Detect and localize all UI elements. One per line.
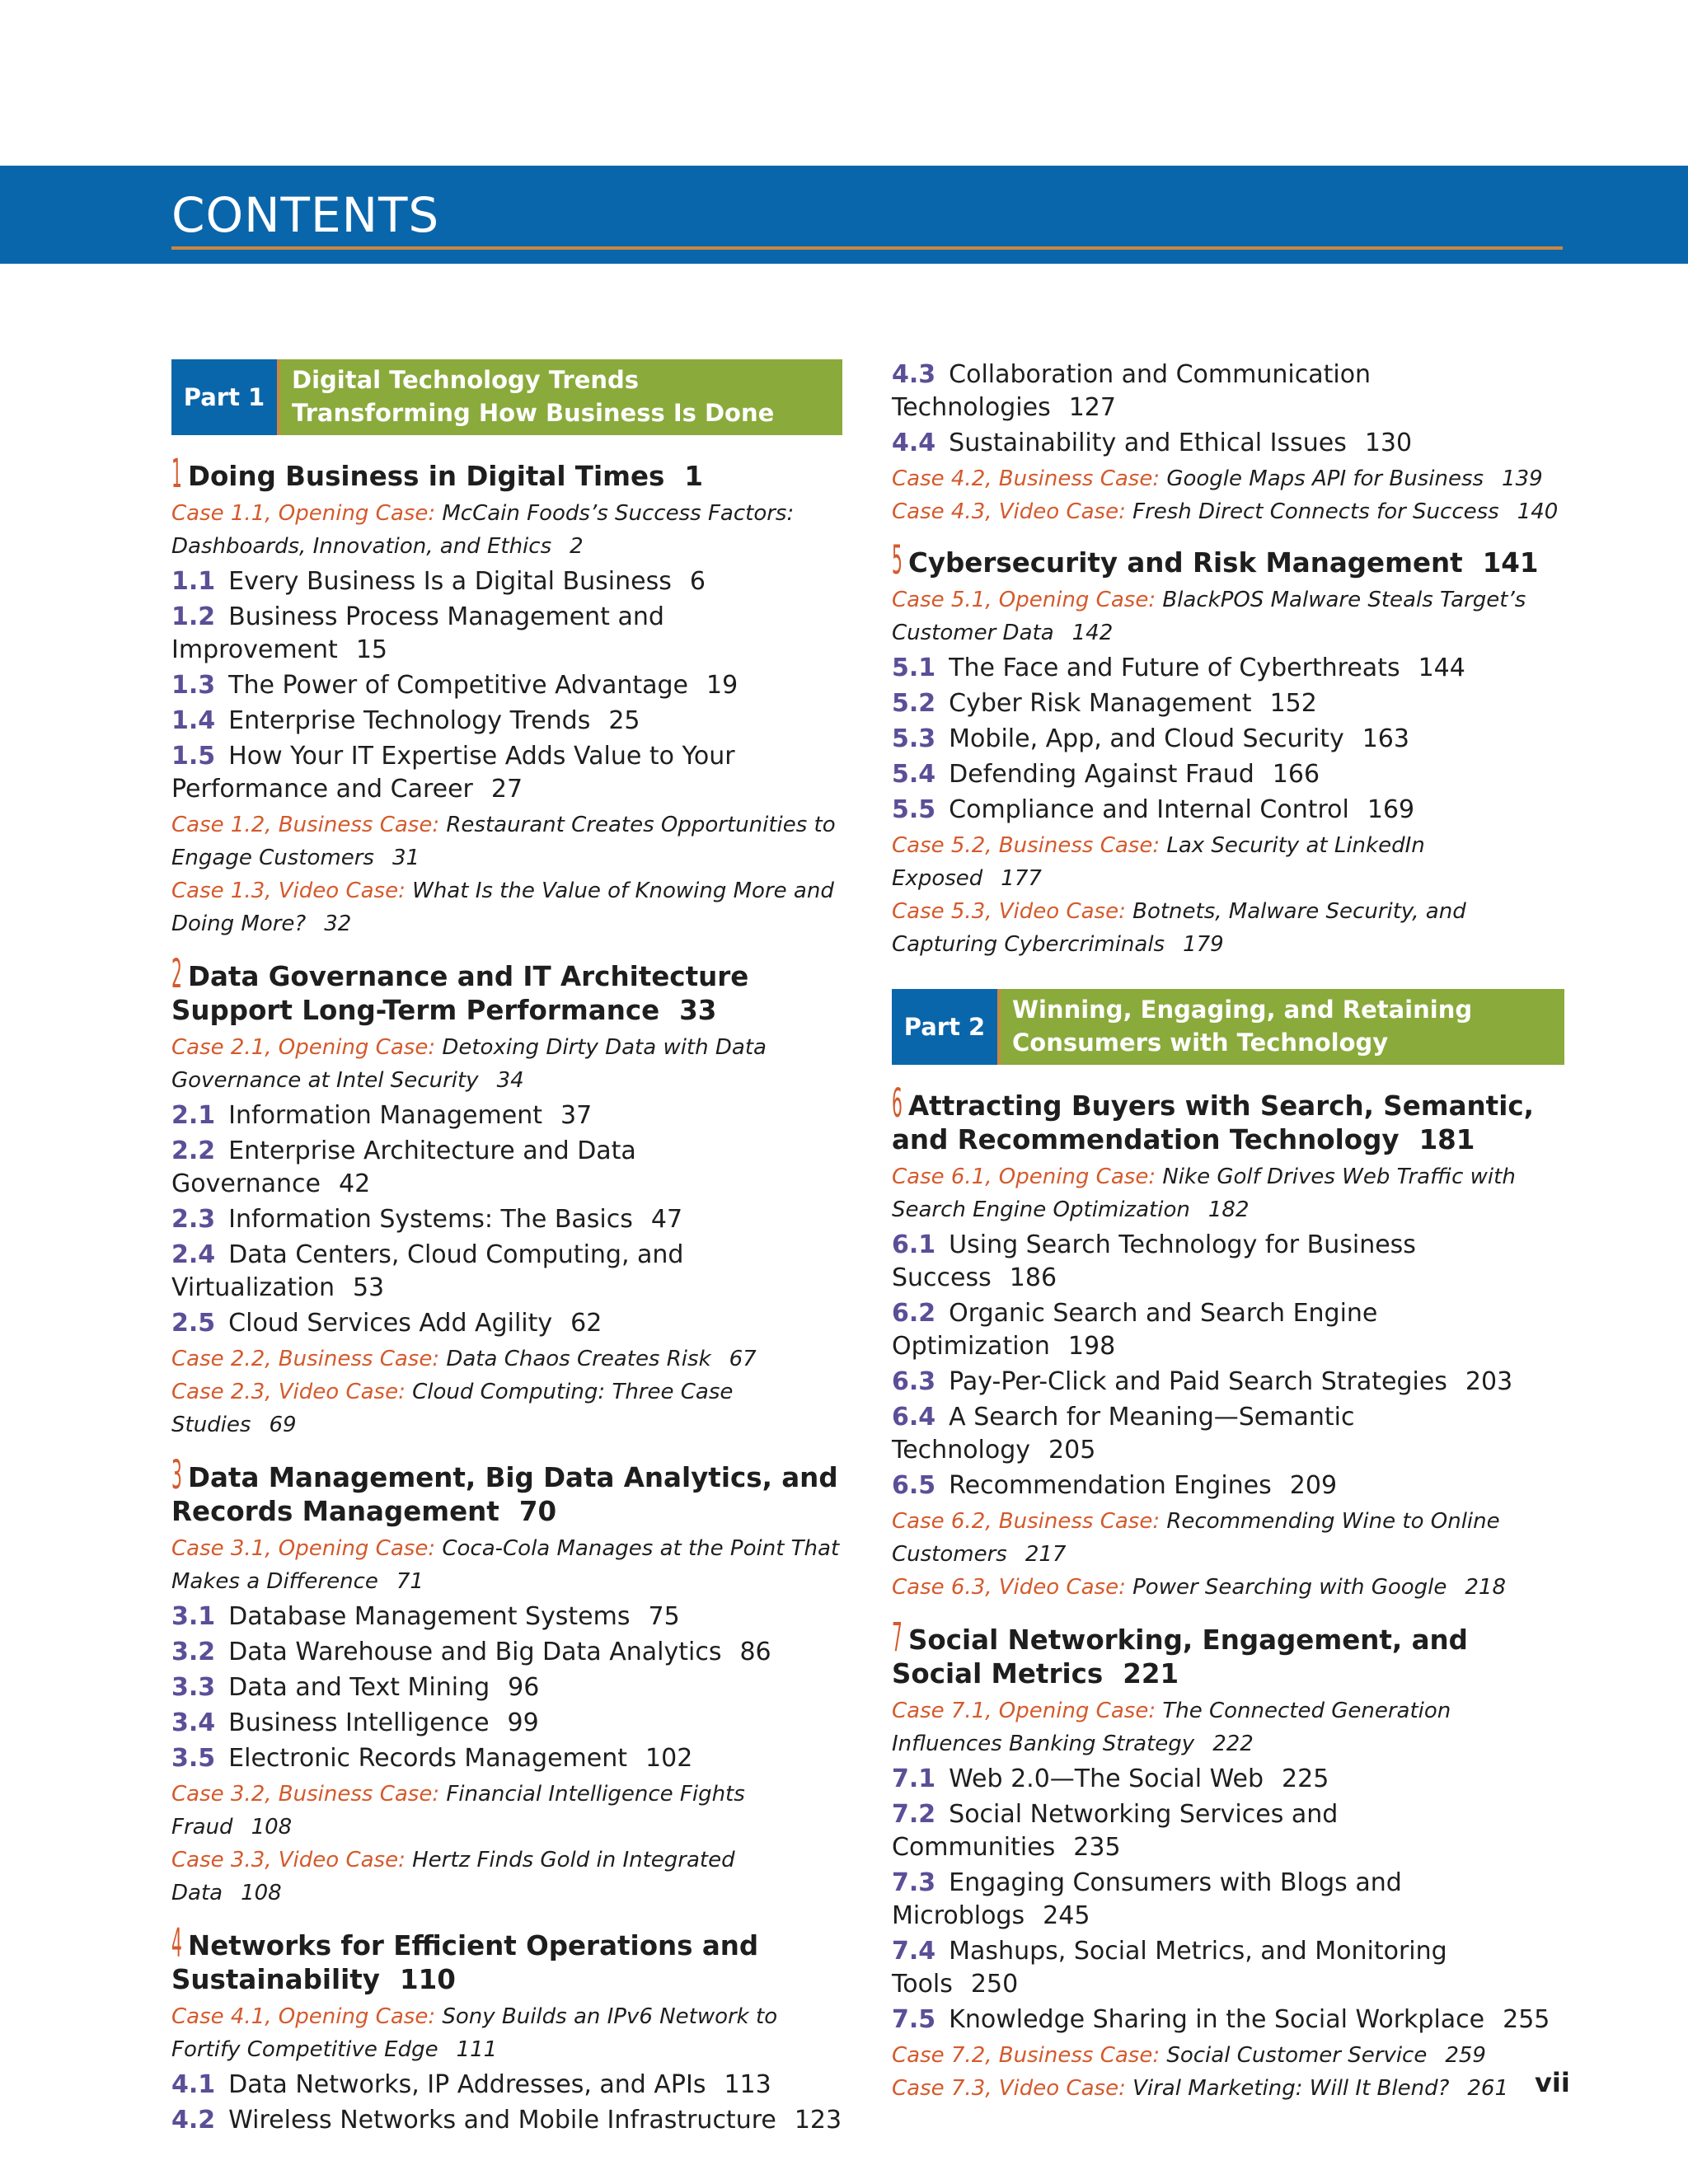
section-page: 203 — [1465, 1367, 1513, 1396]
section-page: 130 — [1364, 429, 1413, 457]
section-entry — [171, 1203, 842, 1236]
section-title: Business Intelligence — [228, 1708, 490, 1737]
section-number: 4.4 — [892, 429, 936, 457]
section-number: 1.2 — [171, 602, 216, 631]
case-page: 67 — [729, 1347, 757, 1371]
case-page: 34 — [496, 1068, 524, 1093]
section-entry — [892, 427, 1564, 460]
section-entry — [892, 1935, 1564, 2001]
case-title: Google Maps API for Business — [1166, 466, 1484, 491]
section-entry — [892, 1798, 1564, 1864]
section-page: 245 — [1043, 1901, 1090, 1930]
case-title: The Connected Generation Influences Banking Strategy — [892, 1699, 1451, 1756]
section-number: 3.2 — [171, 1638, 216, 1666]
case-label: Case 1.1, Opening Case: — [171, 501, 436, 526]
case-page: 218 — [1465, 1575, 1507, 1600]
section-entry — [171, 565, 842, 598]
case-page: 108 — [251, 1815, 293, 1840]
case-label: Case 4.1, Opening Case: — [171, 2004, 436, 2029]
section-entry — [171, 740, 842, 806]
section-title: Cyber Risk Management — [949, 689, 1252, 718]
case-label: Case 5.1, Opening Case: — [892, 588, 1156, 612]
section-page: 15 — [355, 635, 387, 664]
case-title: Social Customer Service — [1166, 2043, 1428, 2068]
section-page: 96 — [508, 1673, 540, 1702]
section-number: 3.3 — [171, 1673, 216, 1702]
case-entry — [892, 2072, 1564, 2105]
section-number: 1.4 — [171, 706, 216, 735]
section-page: 37 — [560, 1101, 593, 1130]
chapter-block — [171, 1452, 842, 1910]
section-title: Mobile, App, and Cloud Security — [949, 724, 1344, 753]
case-entry — [892, 583, 1564, 649]
section-entry — [892, 2004, 1564, 2036]
case-entry — [171, 1778, 842, 1844]
case-label: Case 6.3, Video Case: — [892, 1575, 1126, 1600]
case-entry — [892, 1505, 1564, 1571]
header-rule — [171, 246, 1563, 250]
continued-entries — [892, 359, 1564, 528]
section-number: 1.3 — [171, 671, 216, 700]
chapter-page: 33 — [679, 995, 717, 1026]
chapter-page: 70 — [518, 1496, 557, 1527]
section-number: 3.1 — [171, 1602, 216, 1631]
chapter-heading — [892, 1615, 1564, 1691]
case-page: 182 — [1207, 1197, 1250, 1222]
chapter-heading — [171, 1452, 842, 1529]
section-number: 4.3 — [892, 360, 936, 389]
section-entry — [171, 1239, 842, 1305]
section-entry — [892, 687, 1564, 720]
case-page: 69 — [269, 1413, 297, 1437]
chapter-page: 141 — [1482, 547, 1539, 579]
section-page: 27 — [490, 775, 523, 804]
case-title: Nike Golf Drives Web Traffic with Search Engine Optimization — [892, 1165, 1516, 1222]
case-label: Case 3.3, Video Case: — [171, 1848, 406, 1872]
section-number: 3.4 — [171, 1708, 216, 1737]
section-entry — [892, 723, 1564, 756]
section-title: Organic Search and Search Engine Optimization — [892, 1299, 1378, 1361]
section-page: 25 — [608, 706, 640, 735]
section-number: 2.3 — [171, 1205, 216, 1234]
section-page: 250 — [970, 1970, 1019, 1999]
page-number: vii — [1535, 2067, 1570, 2098]
section-entry — [171, 705, 842, 738]
section-title: Data Networks, IP Addresses, and APIs — [228, 2070, 706, 2099]
section-page: 198 — [1067, 1332, 1116, 1361]
section-number: 1.5 — [171, 742, 216, 771]
case-page: 217 — [1025, 1542, 1067, 1567]
section-page: 209 — [1289, 1471, 1338, 1500]
case-title: Lax Security at LinkedIn Exposed — [892, 833, 1425, 891]
case-title: Restaurant Creates Opportunities to Engage Customers — [171, 813, 836, 870]
chapter-page: 110 — [399, 1964, 456, 1995]
chapter-block — [892, 537, 1564, 961]
case-entry — [892, 1160, 1564, 1226]
section-number: 5.5 — [892, 795, 936, 824]
case-label: Case 2.3, Video Case: — [171, 1380, 406, 1404]
section-entry — [171, 1742, 842, 1775]
case-page: 261 — [1467, 2076, 1509, 2101]
case-label: Case 7.3, Video Case: — [892, 2076, 1126, 2101]
chapter-title: Data Management, Big Data Analytics, and Records Management — [171, 1462, 838, 1527]
section-page: 225 — [1282, 1765, 1329, 1793]
case-title: Cloud Computing: Three Case Studies — [171, 1380, 734, 1437]
case-label: Case 2.1, Opening Case: — [171, 1035, 436, 1060]
section-title: Database Management Systems — [228, 1602, 631, 1631]
case-label: Case 4.2, Business Case: — [892, 466, 1160, 491]
section-page: 86 — [739, 1638, 771, 1666]
section-entry — [892, 1401, 1564, 1467]
part-title: Digital Technology Trends Transforming How Business Is Done — [280, 359, 842, 435]
section-title: Wireless Networks and Mobile Infrastructure — [228, 2106, 776, 2135]
case-page: 108 — [241, 1881, 282, 1905]
chapter-number: 3 — [171, 1452, 182, 1498]
case-entry — [171, 1031, 842, 1097]
case-title: Recommending Wine to Online Customers — [892, 1509, 1500, 1567]
case-label: Case 5.2, Business Case: — [892, 833, 1160, 858]
case-page: 31 — [392, 846, 420, 870]
section-title: Web 2.0—The Social Web — [949, 1765, 1264, 1793]
chapter-heading — [892, 537, 1564, 583]
case-entry — [892, 2039, 1564, 2072]
section-page: 53 — [352, 1273, 385, 1302]
section-entry — [892, 1229, 1564, 1295]
section-entry — [171, 1135, 842, 1201]
section-entry — [171, 1707, 842, 1740]
case-page: 111 — [456, 2037, 498, 2062]
section-title: Pay-Per-Click and Paid Search Strategies — [949, 1367, 1447, 1396]
section-page: 42 — [338, 1169, 371, 1198]
section-title: Using Search Technology for Business Success — [892, 1230, 1416, 1292]
case-title: Botnets, Malware Security, and Capturing Cybercriminals — [892, 899, 1466, 957]
section-entry — [171, 669, 842, 702]
case-page: 259 — [1445, 2043, 1486, 2068]
section-number: 7.2 — [892, 1800, 936, 1829]
section-title: Knowledge Sharing in the Social Workplace — [949, 2005, 1485, 2034]
section-number: 7.3 — [892, 1868, 936, 1897]
section-page: 62 — [570, 1309, 603, 1338]
section-page: 205 — [1048, 1436, 1096, 1465]
chapter-number: 1 — [171, 451, 182, 497]
section-entry — [892, 1469, 1564, 1502]
case-page: 139 — [1502, 466, 1543, 491]
chapter-number: 4 — [171, 1920, 182, 1966]
section-title: Data Centers, Cloud Computing, and Virtualization — [171, 1240, 684, 1302]
case-label: Case 4.3, Video Case: — [892, 499, 1126, 524]
chapter-block — [171, 951, 842, 1441]
section-page: 102 — [645, 1744, 693, 1773]
case-title: Coca-Cola Manages at the Point That Makes a Difference — [171, 1536, 840, 1594]
case-title: Detoxing Dirty Data with Data Governance at Intel Security — [171, 1035, 767, 1093]
section-entry — [892, 1867, 1564, 1933]
case-label: Case 3.2, Business Case: — [171, 1782, 440, 1807]
part-banner — [892, 989, 1564, 1065]
chapter-block — [892, 1080, 1564, 1604]
section-page: 186 — [1009, 1263, 1057, 1292]
section-number: 6.3 — [892, 1367, 936, 1396]
section-page: 144 — [1418, 654, 1465, 682]
case-entry — [892, 495, 1564, 528]
chapter-title: Attracting Buyers with Search, Semantic, and Recommendation Technology — [892, 1090, 1534, 1155]
section-title: Engaging Consumers with Blogs and Microblogs — [892, 1868, 1402, 1930]
section-title: A Search for Meaning—Semantic Technology — [892, 1403, 1355, 1465]
section-number: 7.5 — [892, 2005, 936, 2034]
case-entry — [171, 874, 842, 940]
case-entry — [892, 829, 1564, 895]
section-entry — [171, 601, 842, 667]
section-page: 235 — [1073, 1833, 1121, 1862]
section-title: Compliance and Internal Control — [949, 795, 1349, 824]
case-label: Case 7.1, Opening Case: — [892, 1699, 1156, 1723]
section-title: Every Business Is a Digital Business — [228, 567, 672, 596]
chapter-block — [171, 1920, 842, 2137]
section-number: 5.2 — [892, 689, 936, 718]
section-title: Enterprise Architecture and Data Governance — [171, 1137, 636, 1198]
section-page: 169 — [1367, 795, 1415, 824]
chapter-title: Networks for Efficient Operations and Sustainability — [171, 1930, 759, 1995]
section-entry — [892, 1763, 1564, 1796]
section-number: 4.1 — [171, 2070, 216, 2099]
section-entry — [892, 652, 1564, 685]
case-title: Financial Intelligence Fights Fraud — [171, 1782, 745, 1840]
section-entry — [171, 2104, 842, 2137]
case-entry — [171, 1343, 842, 1376]
case-label: Case 6.1, Opening Case: — [892, 1165, 1156, 1189]
chapter-title: Social Networking, Engagement, and Social Metrics — [892, 1624, 1468, 1690]
section-number: 5.4 — [892, 760, 936, 789]
chapter-number: 6 — [892, 1080, 903, 1127]
chapter-list — [171, 451, 842, 2137]
chapter-heading — [171, 951, 842, 1028]
section-title: Data and Text Mining — [228, 1673, 490, 1702]
case-page: 222 — [1212, 1732, 1254, 1756]
case-title: Power Searching with Google — [1132, 1575, 1447, 1600]
section-page: 19 — [706, 671, 738, 700]
case-entry — [171, 1532, 842, 1598]
case-page: 32 — [324, 912, 352, 936]
section-title: Electronic Records Management — [228, 1744, 628, 1773]
case-page: 140 — [1517, 499, 1559, 524]
case-label: Case 1.2, Business Case: — [171, 813, 440, 837]
section-page: 113 — [724, 2070, 771, 2099]
case-entry — [892, 1694, 1564, 1760]
part-tag: Part 2 — [892, 989, 997, 1065]
case-title: Viral Marketing: Will It Blend? — [1132, 2076, 1450, 2101]
section-entry — [171, 1671, 842, 1704]
section-title: How Your IT Expertise Adds Value to Your Performance and Career — [171, 742, 735, 804]
section-number: 5.3 — [892, 724, 936, 753]
section-number: 2.5 — [171, 1309, 216, 1338]
section-page: 123 — [794, 2106, 842, 2135]
section-title: Information Management — [228, 1101, 542, 1130]
section-entry — [171, 2069, 842, 2102]
section-entry — [892, 359, 1564, 424]
section-number: 3.5 — [171, 1744, 216, 1773]
part-tag: Part 1 — [171, 359, 277, 435]
chapter-page: 181 — [1418, 1124, 1475, 1155]
chapter-list — [892, 537, 1564, 961]
part-title: Winning, Engaging, and Retaining Consumers with Technology — [1001, 989, 1564, 1065]
section-title: Enterprise Technology Trends — [228, 706, 591, 735]
section-number: 2.2 — [171, 1137, 216, 1165]
case-label: Case 2.2, Business Case: — [171, 1347, 440, 1371]
chapter-block — [892, 1615, 1564, 2105]
toc-left-column — [171, 359, 842, 2157]
section-title: Recommendation Engines — [949, 1471, 1272, 1500]
case-title: What Is the Value of Knowing More and Doing More? — [171, 879, 834, 936]
section-page: 99 — [507, 1708, 539, 1737]
chapter-page: 221 — [1123, 1658, 1179, 1690]
section-number: 2.4 — [171, 1240, 216, 1269]
case-page: 177 — [1001, 866, 1042, 891]
case-title: Data Chaos Creates Risk — [446, 1347, 711, 1371]
case-title: McCain Foods’s Success Factors: Dashboards, Innovation, and Ethics — [171, 501, 795, 559]
chapter-number: 5 — [892, 537, 903, 583]
section-entry — [171, 1307, 842, 1340]
case-title: Fresh Direct Connects for Success — [1132, 499, 1499, 524]
section-number: 2.1 — [171, 1101, 216, 1130]
section-title: Data Warehouse and Big Data Analytics — [228, 1638, 722, 1666]
case-page: 179 — [1183, 932, 1224, 957]
section-page: 47 — [650, 1205, 683, 1234]
case-title: Hertz Finds Gold in Integrated Data — [171, 1848, 735, 1905]
section-entry — [892, 794, 1564, 827]
chapter-heading — [171, 1920, 842, 1997]
section-title: Collaboration and Communication Technologies — [892, 360, 1372, 422]
case-entry — [171, 1844, 842, 1910]
section-entry — [171, 1601, 842, 1633]
section-entry — [171, 1099, 842, 1132]
case-label: Case 5.3, Video Case: — [892, 899, 1126, 924]
case-entry — [171, 808, 842, 874]
section-entry — [892, 758, 1564, 791]
chapter-title: Cybersecurity and Risk Management — [908, 547, 1463, 579]
chapter-page: 1 — [684, 461, 703, 492]
chapter-list — [892, 1080, 1564, 2105]
section-title: Mashups, Social Metrics, and Monitoring Tools — [892, 1937, 1447, 1999]
section-number: 1.1 — [171, 567, 216, 596]
section-number: 6.2 — [892, 1299, 936, 1328]
chapter-number: 7 — [892, 1615, 903, 1661]
case-entry — [892, 1571, 1564, 1604]
case-page: 2 — [570, 534, 584, 559]
section-page: 75 — [648, 1602, 680, 1631]
section-page: 152 — [1269, 689, 1317, 718]
section-page: 127 — [1068, 393, 1116, 422]
section-title: Business Process Management and Improvement — [171, 602, 664, 664]
part-banner — [171, 359, 842, 435]
section-page: 166 — [1272, 760, 1320, 789]
chapter-heading — [171, 451, 842, 497]
section-number: 4.2 — [171, 2106, 216, 2135]
chapter-heading — [892, 1080, 1564, 1157]
section-entry — [892, 1297, 1564, 1363]
case-label: Case 7.2, Business Case: — [892, 2043, 1160, 2068]
chapter-number: 2 — [171, 951, 182, 997]
section-number: 6.1 — [892, 1230, 936, 1259]
section-entry — [892, 1366, 1564, 1399]
case-title: Sony Builds an IPv6 Network to Fortify Competitive Edge — [171, 2004, 778, 2062]
case-page: 71 — [396, 1569, 424, 1594]
section-number: 5.1 — [892, 654, 936, 682]
chapter-title: Data Governance and IT Architecture Support Long-Term Performance — [171, 961, 749, 1026]
case-entry — [892, 462, 1564, 495]
case-label: Case 6.2, Business Case: — [892, 1509, 1160, 1534]
section-title: Sustainability and Ethical Issues — [949, 429, 1347, 457]
case-label: Case 1.3, Video Case: — [171, 879, 406, 903]
section-title: Cloud Services Add Agility — [228, 1309, 553, 1338]
case-page: 142 — [1071, 621, 1114, 645]
section-title: The Power of Competitive Advantage — [228, 671, 688, 700]
case-entry — [171, 497, 842, 563]
section-number: 6.4 — [892, 1403, 936, 1432]
toc-right-column — [892, 356, 1564, 2125]
section-page: 163 — [1362, 724, 1409, 753]
case-entry — [892, 895, 1564, 961]
chapter-block — [171, 451, 842, 940]
section-number: 6.5 — [892, 1471, 936, 1500]
section-number: 7.1 — [892, 1765, 936, 1793]
section-title: Social Networking Services and Communities — [892, 1800, 1339, 1862]
section-number: 7.4 — [892, 1937, 936, 1966]
chapter-title: Doing Business in Digital Times — [188, 461, 665, 492]
section-page: 255 — [1503, 2005, 1550, 2034]
section-title: Information Systems: The Basics — [228, 1205, 633, 1234]
page-title: CONTENTS — [171, 187, 440, 243]
section-title: Defending Against Fraud — [949, 760, 1254, 789]
case-title: BlackPOS Malware Steals Target’s Customer Data — [892, 588, 1526, 645]
case-entry — [171, 1376, 842, 1441]
section-title: The Face and Future of Cyberthreats — [949, 654, 1400, 682]
section-entry — [171, 1636, 842, 1669]
case-label: Case 3.1, Opening Case: — [171, 1536, 436, 1561]
case-entry — [171, 2000, 842, 2066]
section-page: 6 — [689, 567, 706, 596]
